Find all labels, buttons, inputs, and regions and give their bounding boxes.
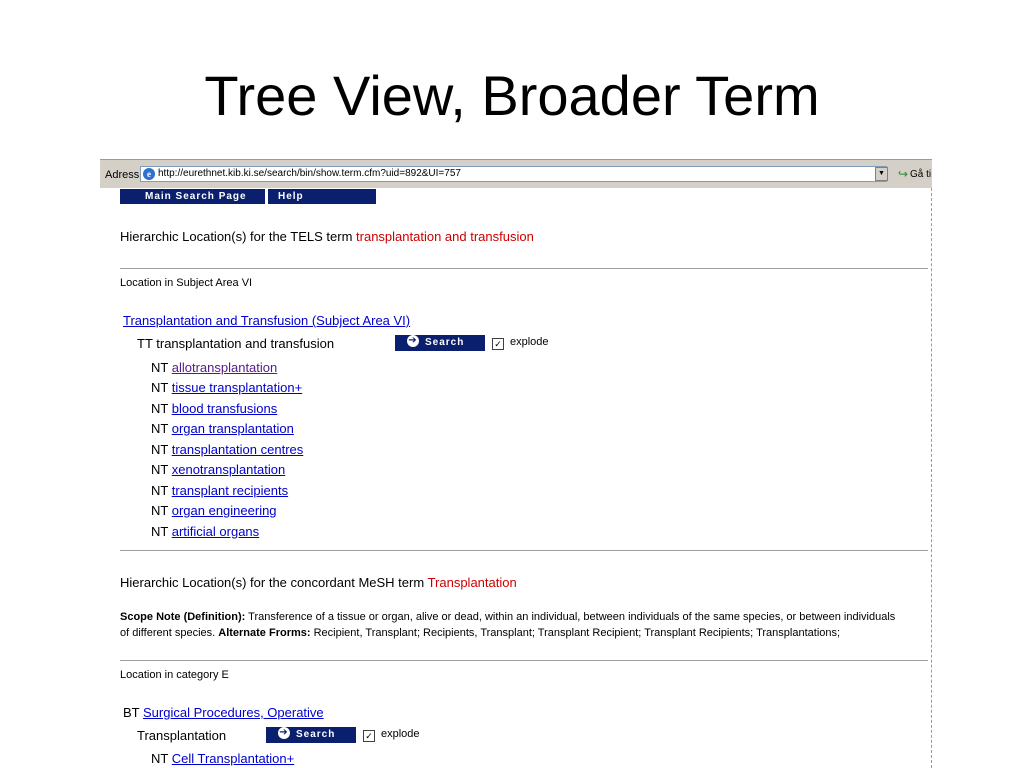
tels-search-label: Search: [425, 337, 465, 348]
nt-prefix: NT: [151, 421, 169, 436]
alternate-forms-label: Alternate Frorms:: [218, 627, 311, 639]
slide-title: Tree View, Broader Term: [204, 64, 820, 127]
nt-link[interactable]: tissue transplantation+: [171, 380, 303, 395]
nt-link[interactable]: Cell Transplantation+: [171, 751, 295, 766]
mesh-search-label: Search: [296, 729, 336, 740]
mesh-search-button[interactable]: [266, 727, 356, 743]
mesh-heading: [120, 575, 517, 590]
divider: [120, 550, 928, 551]
address-bar: [100, 159, 932, 188]
ie-page-icon: e: [143, 168, 155, 180]
nt-link[interactable]: transplant recipients: [171, 483, 289, 498]
mesh-heading-prefix: Hierarchic Location(s) for the concordant MeSH term: [120, 575, 425, 590]
nt-link[interactable]: blood transfusions: [171, 401, 278, 416]
tels-explode-checkbox[interactable]: ✓: [492, 338, 504, 350]
address-input[interactable]: [140, 166, 887, 182]
nt-row: [151, 462, 285, 477]
alternate-forms-text: Recipient, Transplant; Recipients, Transplant; Transplant Recipient; Transplant Recipients; Transplantations;: [313, 627, 841, 639]
page-edge-scrollbar: [930, 188, 932, 768]
nt-prefix: NT: [151, 401, 169, 416]
tels-heading-prefix: Hierarchic Location(s) for the TELS term: [120, 229, 353, 244]
address-dropdown-button[interactable]: ▼: [875, 167, 888, 181]
nt-link[interactable]: transplantation centres: [171, 442, 304, 457]
bt-link[interactable]: Surgical Procedures, Operative: [143, 705, 324, 720]
arrow-right-icon: ➔: [279, 727, 289, 739]
nt-link[interactable]: xenotransplantation: [171, 462, 286, 477]
tels-search-button[interactable]: [395, 335, 485, 351]
nt-prefix: NT: [151, 442, 169, 457]
nt-prefix: NT: [151, 462, 169, 477]
nt-link[interactable]: artificial organs: [171, 524, 260, 539]
nt-prefix: NT: [151, 503, 169, 518]
nt-link[interactable]: allotransplantation: [171, 360, 278, 375]
mesh-term-label: Transplantation: [137, 728, 227, 743]
nt-row: [151, 421, 294, 436]
scope-note-label: Scope Note (Definition):: [120, 611, 246, 623]
divider: [120, 660, 928, 661]
mesh-explode-checkbox[interactable]: ✓: [363, 730, 375, 742]
nt-row: [151, 751, 294, 766]
bt-prefix: BT: [123, 705, 140, 720]
nt-row: [151, 442, 303, 457]
nt-prefix: NT: [151, 524, 169, 539]
help-button[interactable]: Help: [268, 189, 376, 204]
go-arrow-icon[interactable]: ↪: [898, 167, 909, 181]
nt-row: [151, 483, 288, 498]
mesh-heading-term: Transplantation: [427, 575, 517, 590]
nt-row: [151, 503, 277, 518]
nt-row: [151, 401, 277, 416]
address-label: Adress: [105, 169, 140, 181]
nt-prefix: NT: [151, 360, 169, 375]
main-search-page-button[interactable]: Main Search Page: [120, 189, 265, 204]
address-url: http://eurethnet.kib.ki.se/search/bin/show.term.cfm?uid=892&UI=757: [158, 168, 461, 179]
nt-row: [151, 360, 277, 375]
mesh-explode-label: explode: [381, 728, 420, 740]
subject-area-link[interactable]: Transplantation and Transfusion (Subject Area VI): [123, 313, 411, 328]
nt-prefix: NT: [151, 380, 169, 395]
scope-note: [120, 609, 900, 641]
nt-prefix: NT: [151, 751, 169, 766]
nt-prefix: NT: [151, 483, 169, 498]
tels-heading: [120, 229, 534, 244]
tels-location-label: Location in Subject Area VI: [120, 277, 253, 289]
scope-note-text: Transference of a tissue or organ, alive or dead, within an individual, between individuals of the same species, or between individuals of different species.: [120, 611, 896, 639]
tt-term-label: TT transplantation and transfusion: [137, 336, 335, 351]
divider: [120, 268, 928, 269]
bt-row: [123, 705, 324, 720]
nt-row: [151, 524, 259, 539]
nt-row: [151, 380, 302, 395]
go-button-label[interactable]: Gå ti: [910, 169, 932, 180]
tels-explode-label: explode: [510, 336, 549, 348]
arrow-right-icon: ➔: [408, 335, 418, 347]
browser-screenshot: [100, 159, 932, 768]
nt-link[interactable]: organ transplantation: [171, 421, 294, 436]
nt-link[interactable]: organ engineering: [171, 503, 277, 518]
tels-heading-term: transplantation and transfusion: [356, 229, 534, 244]
mesh-location-label: Location in category E: [120, 669, 229, 681]
